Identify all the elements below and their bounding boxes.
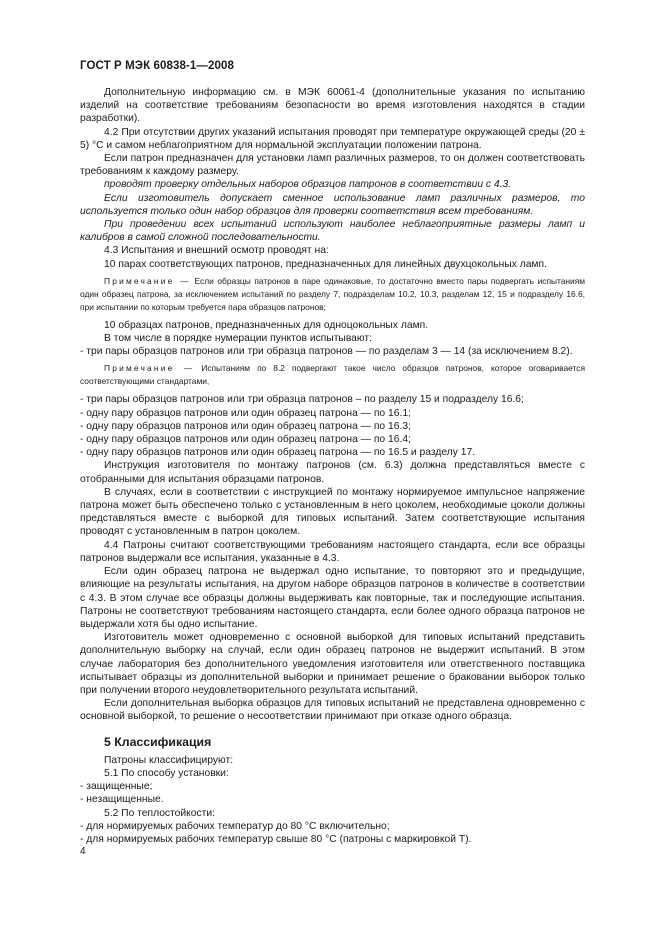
section-heading: 5 Классификация — [104, 734, 212, 749]
paragraph: Дополнительную информацию см. в МЭК 60061-4 (дополнительные указания по испытанию изделий на соответствие требованиям безопасности во время изготовления находятся в стадии разработки). — [80, 87, 585, 125]
list-item: - для нормируемых рабочих температур до 80 °С включительно; — [80, 820, 390, 832]
paragraph: Изготовитель может одновременно с основной выборкой для типовых испытаний представить дополнительную выборку на случай, если один образец патронов не выдержит испытаний. В этом случае лаборатория без дополнительного уведомления изготовителя или ответственного поставщика испытывает образцы из дополнительной выборки и принимает решение о браковании выборок только при получении второго неудовлетворительного результата испытаний. — [80, 632, 585, 696]
paragraph: При проведении всех испытаний используют наиболее неблагоприятные размеры ламп и калибров в самой сложной последовательности. — [80, 219, 585, 244]
note — [80, 275, 585, 314]
paragraph: Если дополнительная выборка образцов для типовых испытаний не представлена одновременно с основной выборкой, то решение о несоответствии принимают при отказе одного образца. — [80, 698, 585, 723]
paragraph: 10 парах соответствующих патронов, предназначенных для линейных двухцокольных ламп. — [104, 258, 547, 270]
paragraph: 4.4 Патроны считают соответствующими требованиям настоящего стандарта, если все образцы патронов выдержали все испытания, указанные в 4.3. — [80, 539, 585, 564]
paragraph: 4.2 При отсутствии других указаний испытания проводят при температуре окружающей среды (20 ± 5) °С и самом неблагоприятном для нормальной эксплуатации положении патрона. — [80, 126, 585, 151]
note-text: Испытаниям по 8.2 подвергают такое число образцов патронов, которое оговаривается соответствующими стандартами, — [80, 363, 586, 387]
note — [80, 362, 585, 388]
document-header: ГОСТ Р МЭК 60838-1—2008 — [80, 60, 234, 72]
paragraph: 10 образцах патронов, предназначенных для одноцокольных ламп. — [104, 319, 429, 331]
page-number: 4 — [80, 846, 86, 857]
list-item: - для нормируемых рабочих температур свыше 80 °С (патроны с маркировкой Т). — [80, 833, 472, 845]
note-text: Если образцы патронов в паре одинаковые, то достаточно вместо пары подвергать испытаниям один образец патрона, за исключением испытаний по разделу 7, подразделам 10.2, 10.3, разделам 12, 15 и подразделу 16.6, при испытании по которым требуется пара образцов патронов; — [80, 275, 586, 312]
note-label: Примечание — — [104, 275, 191, 286]
paragraph: проводят проверку отдельных наборов образцов патронов в соответствии с 4.3. — [104, 179, 512, 191]
paragraph: В случаях, если в соответствии с инструкцией по монтажу нормируемое импульсное напряжение патрона может быть обеспечено только с установленным в него цоколем, необходимые цоколи должны представляться вместе с выборкой для типовых испытаний. Затем соответствующие испытания проводят с установленным в патрон цоколем. — [80, 486, 585, 538]
list-item: - одну пару образцов патронов или один образец патрона — по 16.1; — [80, 407, 411, 419]
note-label: Примечание — — [104, 363, 195, 374]
paragraph: 5.1 По способу установки: — [104, 767, 229, 779]
document-body — [80, 86, 585, 846]
paragraph: Если изготовитель допускает сменное использование ламп различных размеров, то используется только один набор образцов для проверки соответствия всем требованиям. — [80, 192, 585, 217]
paragraph: В том числе в порядке нумерации пунктов испытывают: — [104, 333, 372, 345]
paragraph: 5.2 По теплостойкости: — [104, 807, 215, 819]
paragraph: 4.3 Испытания и внешний осмотр проводят на: — [104, 245, 329, 257]
list-item: - защищенные; — [80, 781, 153, 793]
list-item: - одну пару образцов патронов или один образец патрона — по 16.5 и разделу 17. — [80, 447, 476, 459]
list-item: - незащищенные. — [80, 794, 164, 806]
paragraph: Если патрон предназначен для установки ламп различных размеров, то он должен соответствовать требованиям к каждому размеру. — [80, 153, 585, 178]
list-item: - одну пару образцов патронов или один образец патрона — по 16.4; — [80, 434, 411, 446]
paragraph: Если один образец патрона не выдержал одно испытание, то повторяют это и предыдущие, влияющие на результаты испытания, на другом наборе образцов патронов в количестве в соответствии с 4.3. В этом случае все образцы должны выдерживать как повторные, так и последующие испытания. Патроны не соответствуют требованиям настоящего стандарта, если более одного образца патронов не выдержали хотя бы одно испытание. — [80, 566, 585, 630]
paragraph: Инструкция изготовителя по монтажу патронов (см. 6.3) должна представляться вместе с отобранными для испытания образцами патронов. — [80, 460, 585, 485]
list-item: - три пары образцов патронов или три образца патронов — по разделам 3 — 14 (за исключением 8.2). — [80, 346, 573, 358]
paragraph: Патроны классифицируют: — [104, 754, 234, 766]
list-item: - три пары образцов патронов или три образца патронов – по разделу 15 и подразделу 16.6; — [80, 394, 524, 406]
list-item: - одну пару образцов патронов или один образец патрона — по 16.3; — [80, 420, 411, 432]
